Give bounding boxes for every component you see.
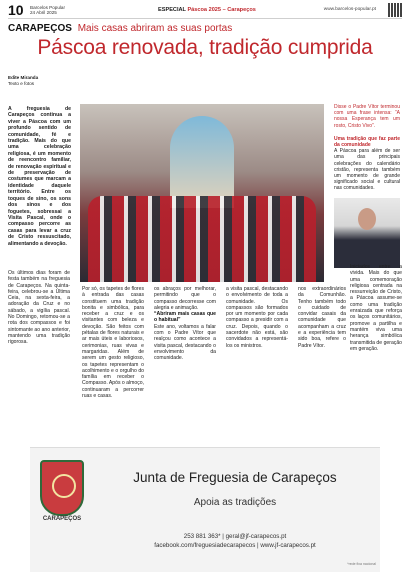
qr-code-icon <box>388 3 402 17</box>
advertisement-box <box>30 447 380 572</box>
section-title <box>158 7 256 13</box>
church-altar-image <box>170 116 234 208</box>
advert-phone-email[interactable]: 253 881 363* | geral@jf-carapecos.pt <box>183 533 287 540</box>
body-column-3-text: os abraços por melhorar, permitindo que o compasso decorresse com alegria e animação. <box>154 286 216 311</box>
body-column-2: Por só, os tapetes de flores à entrada das casas constituem uma tradição bonita e simbólica, para receber a cruz e os visitantes com beleza e devoção. São feitos com pétalas de flores naturais e ar mais úteis e laboriosos, cerimonias, ruas vivas e margaridas. Além de serem um gesto religioso, os tapetes representam o acolhimento e o orgulho do família em receber o Compasso. Após o almoço, continuaram a percorrer ruas e casas. <box>82 286 144 400</box>
byline <box>8 75 38 86</box>
advert-contacts <box>90 532 380 550</box>
website-link[interactable]: www.barcelos-popular.pt <box>323 7 376 12</box>
body-subheading: “Abriram mais casas que o habitual” <box>154 311 216 324</box>
advert-tagline: Apoia as tradições <box>193 497 277 508</box>
sidebar <box>334 104 400 192</box>
publication-name: Barcelos Popular <box>30 5 65 10</box>
sidebar-heading: Uma tradição que faz parte da comunidade <box>334 135 400 149</box>
article-headline: Páscoa renovada, tradição cumprida <box>37 36 373 59</box>
section-prefix: ESPECIAL <box>158 7 186 13</box>
body-column-1: Os últimos dias foram de festa também na freguesia de Carapeços. Na quinta-feira, celebrou-se a Última Ceia, na sexta-feira, a adoração da Cruz e no sábado, a vigília pascal. No Domingo, retomou-se a rota dos compassos e foi sintomante ao ano anterior, mantendo uma tradição rigorosa. <box>8 270 70 346</box>
crest-label: CARAPEÇOS <box>42 516 82 522</box>
body-column-4: a visita pascal, destacando o envolvimento de toda a comunidade. Os compassos são formados por um momento por cada compasso a presidir com a cruz. Depois, quando o sacerdote não está, são convidados a representá-los os ministros. <box>226 286 288 349</box>
advert-footnote: *rede fixa nacional <box>347 562 376 566</box>
publication-info <box>30 5 65 15</box>
procession-group-image <box>88 196 316 282</box>
kicker-place: CARAPEÇOS <box>8 23 72 34</box>
sidebar-text: A Páscoa para além de ser uma das principais celebrações do calendário cristão, representa também um momento de grande significado social e cultural nas comunidades. <box>334 148 400 192</box>
priest-portrait <box>334 198 400 268</box>
coat-of-arms-icon <box>40 460 84 516</box>
wheel-emblem-icon <box>52 474 76 498</box>
author-name: Edite Miranda <box>8 75 39 80</box>
page-header <box>8 4 402 19</box>
portrait-face-image <box>358 208 376 230</box>
author-role: Texto e fotos <box>8 80 35 86</box>
advert-title: Junta de Freguesia de Carapeços <box>133 470 337 485</box>
sidebar-quote: Disse o Padre Vítor terminou com uma frase intensa: “A nossa Esperança tem um rosto, Cristo Vivo”. <box>334 104 400 129</box>
page-number: 10 <box>8 2 24 18</box>
advert-social-links[interactable]: facebook.com/freguesiadecarapecos | www.jf-carapecos.pt <box>154 542 316 549</box>
publication-date: 24 Abril 2025 <box>30 10 57 15</box>
article-lead: A freguesia de Carapeços continua a viver a Páscoa com um profundo sentido de comunidade, fé e tradição. Mais do que uma celebração religiosa, é um momento de reencontro familiar, de renovação espiritual e de preservação de costumes que marcam a identidade daquele território. Entre os toques de sino, os sons dos sinos e dos foguetes, sobressai a Visita Pascal, onde o compasso percorre as casas para levar a cruz de Cristo ressuscitado, alimentando a devoção. <box>8 106 71 247</box>
section-highlight: Páscoa 2025 – Carapeços <box>187 7 256 13</box>
body-column-6: Iniciados entre a vivida. Mais do que uma comemoração religiosa centrada na ressurreição de Cristo, a Páscoa assume-se como uma tradição enraizada que reforça os laços comunitários, promove a partilha e mantém viva uma herança simbólica transmitida de geração em geração. <box>350 264 402 352</box>
group-photo <box>80 104 324 282</box>
kicker-subtitle: Mais casas abriram as suas portas <box>77 23 233 34</box>
article-kicker <box>8 23 232 34</box>
body-column-3 <box>154 286 216 436</box>
body-column-3-rest: Este ano, voltamos a falar com o Padre Vítor que realçou como acontece a visita pascal, destacando o envolvimento da comunidade. <box>154 323 216 362</box>
body-column-5: nos extraordinários da Comunhão. Tenho também todo o cuidado de convidar casais da comunidade que acompanham a cruz e a experiência tem sido boa, refere o Padre Vítor. <box>298 286 346 349</box>
